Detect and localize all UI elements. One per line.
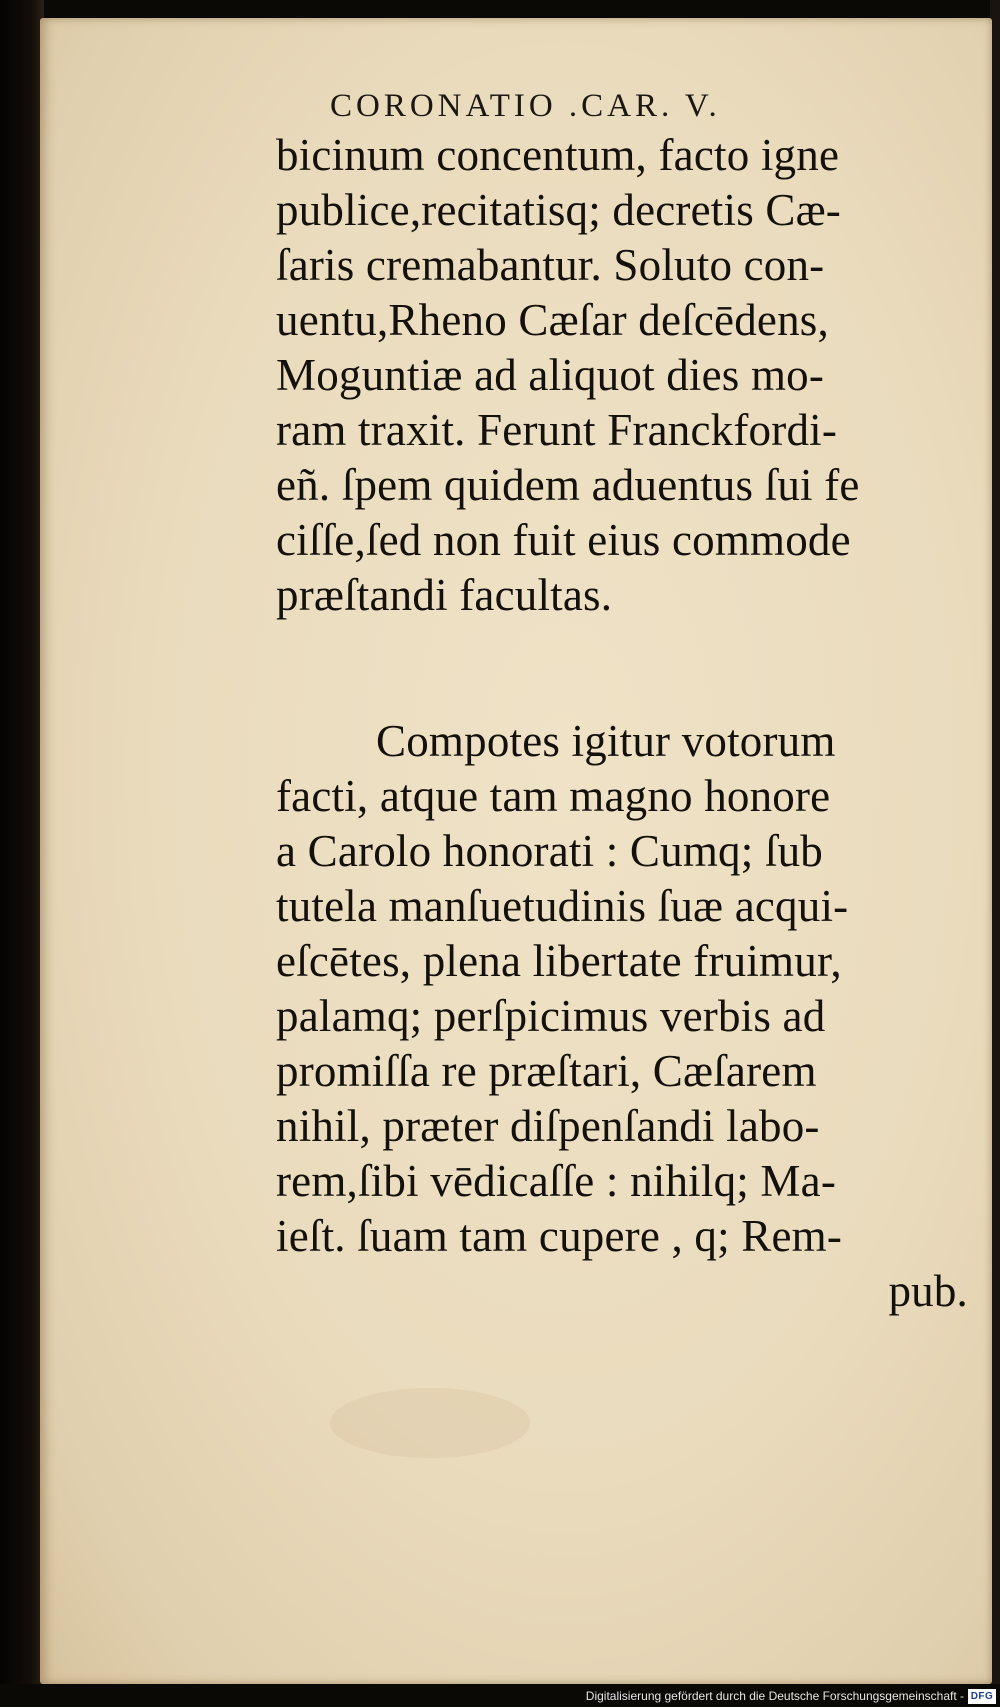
running-head: CORONATIO .CAR. V. <box>330 88 721 124</box>
text-line: publice,recitatisq; decretis Cæ- <box>276 185 841 235</box>
text-block <box>276 128 976 1319</box>
text-line: nihil, præter diſpenſandi labo- <box>276 1101 820 1151</box>
text-line: tutela manſuetudinis ſuæ acqui- <box>276 881 849 931</box>
text-line: promiſſa re præſtari, Cæſarem <box>276 1046 817 1096</box>
text-line: palamq; perſpicimus verbis ad <box>276 991 826 1041</box>
text-line: Compotes igitur votorum <box>376 716 836 766</box>
text-line: ciſſe,ſed non fuit eius commode <box>276 515 851 565</box>
catchword: pub. <box>888 1266 968 1316</box>
paragraph-2 <box>276 714 976 1319</box>
text-line: uentu,Rheno Cæſar deſcēdens, <box>276 295 829 345</box>
paragraph-1 <box>276 128 976 623</box>
text-line: ram traxit. Ferunt Franckfordi- <box>276 405 838 455</box>
text-line: bicinum concentum, facto igne <box>276 130 840 180</box>
text-line: rem,ſibi vēdicaſſe : nihilq; Ma- <box>276 1156 837 1206</box>
paragraph-gap <box>276 623 976 714</box>
text-line: facti, atque tam magno honore <box>276 771 831 821</box>
text-line: Moguntiæ ad aliquot dies mo- <box>276 350 825 400</box>
scan-edge-left <box>0 0 44 1707</box>
page-stain <box>330 1388 530 1458</box>
footer-bar <box>0 1684 1000 1707</box>
text-line: a Carolo honorati : Cumq; ſub <box>276 826 823 876</box>
text-line: eſcētes, plena libertate fruimur, <box>276 936 842 986</box>
text-line: eñ. ſpem quidem aduentus ſui fe <box>276 460 860 510</box>
text-line: ſaris cremabantur. Soluto con- <box>276 240 825 290</box>
text-line: ieſt. ſuam tam cupere , q; Rem- <box>276 1211 843 1261</box>
text-line: præſtandi facultas. <box>276 570 613 620</box>
dfg-logo-icon: DFG <box>968 1689 996 1704</box>
funding-notice: Digitalisierung gefördert durch die Deutsche Forschungsgemeinschaft - <box>585 1689 964 1703</box>
